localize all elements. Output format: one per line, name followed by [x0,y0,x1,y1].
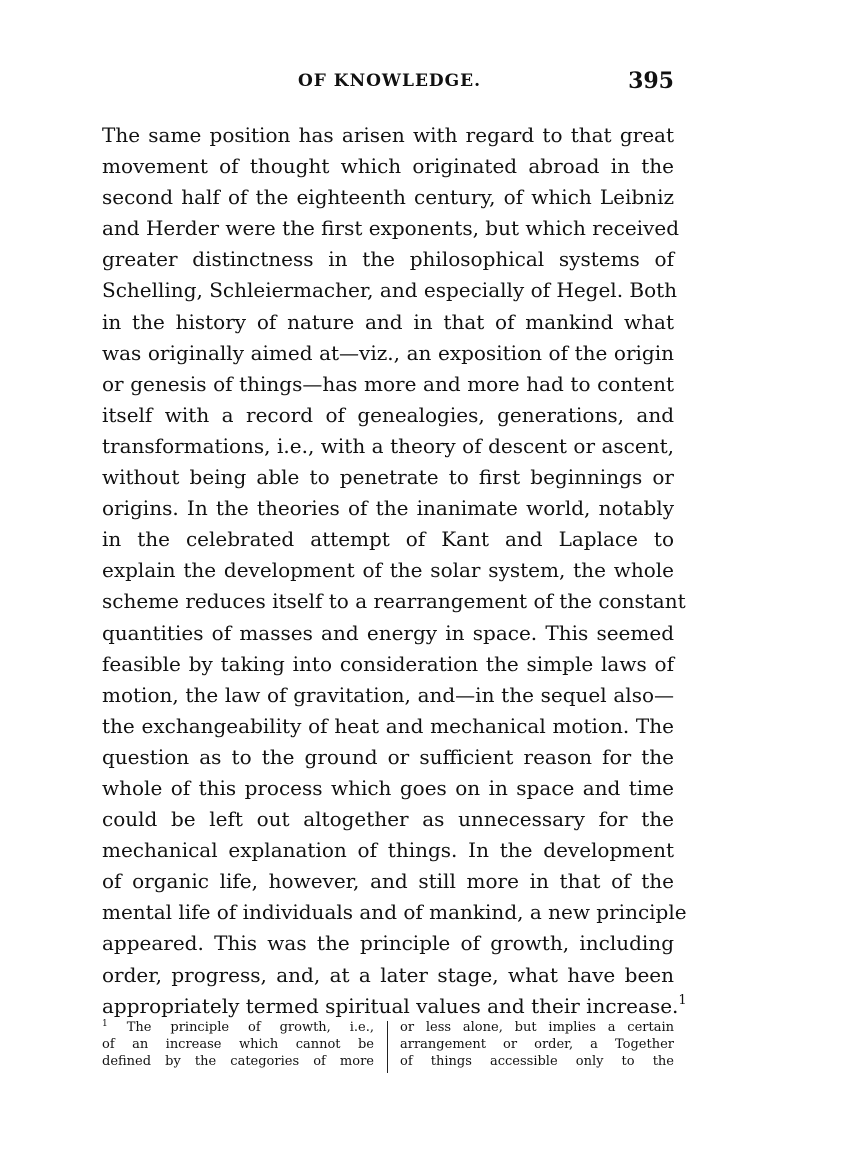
text-line: scheme reduces itself to a rearrangement of the constant [102,589,686,614]
text-line: movement of thought which originated abroad in the [102,154,674,179]
text-line: order, progress, and, at a later stage, what have been [102,962,674,987]
text-line: explain the development of the solar system, the whole [102,558,674,583]
text-line: quantities of masses and energy in space. This seemed [102,620,674,645]
footnote-line: or less alone, but implies a certain [400,1020,674,1035]
page-header [102,66,674,102]
footnote-line [102,1019,374,1036]
text-line: in the history of nature and in that of mankind what [102,309,674,334]
text-line: motion, the law of gravitation, and—in the sequel also— [102,682,674,707]
text-line: mental life of individuals and of mankind, a new principle [102,900,687,925]
footnote-line: of an increase which cannot be [102,1037,374,1052]
footnote-marker: 1 [102,1019,108,1029]
footnote-column-left [102,1019,374,1070]
footnote-line: arrangement or order, a Together [400,1037,674,1052]
text-line: itself with a record of genealogies, generations, and [102,402,674,427]
text-line: whole of this process which goes on in space and time [102,775,674,800]
text-line: in the celebrated attempt of Kant and Laplace to [102,527,674,552]
text-line: without being able to penetrate to first beginnings or [102,465,674,490]
footnote-reference: 1 [678,992,687,1008]
text-line: mechanical explanation of things. In the development [102,838,674,863]
text-line: question as to the ground or sufficient reason for the [102,744,674,769]
text-line: feasible by taking into consideration the simple laws of [102,651,674,676]
text-line: was originally aimed at—viz., an exposition of the origin [102,340,674,365]
text-line: appeared. This was the principle of growth, including [102,931,674,956]
footnote-column-right [400,1019,674,1070]
text-line: origins. In the theories of the inanimate world, notably [102,496,674,521]
text-line-last [102,991,687,1022]
footnote [102,1019,674,1075]
body-paragraph [102,120,687,1022]
running-head: OF KNOWLEDGE. [298,71,482,91]
text-line: The same position has arisen with regard to that great [102,123,674,147]
text-line: and Herder were the first exponents, but which received [102,216,679,241]
text-line: greater distinctness in the philosophical systems of [102,247,674,272]
text-line: the exchangeability of heat and mechanical motion. The [102,713,674,738]
footnote-line: defined by the categories of more [102,1054,374,1069]
text-line: of organic life, however, and still more in that of the [102,869,674,894]
footnote-line: of things accessible only to the [400,1054,674,1069]
text-line: could be left out altogether as unnecessary for the [102,807,674,832]
text-line-content: appropriately termed spiritual values and their increase. [102,993,679,1018]
page-number: 395 [628,68,674,94]
text-line: second half of the eighteenth century, of which Leibniz [102,185,674,210]
footnote-line-text: The principle of growth, i.e., [126,1020,374,1035]
text-line: or genesis of things—has more and more had to content [102,371,674,396]
text-line: transformations, i.e., with a theory of descent or ascent, [102,433,674,458]
footnote-column-divider [387,1021,388,1073]
text-line: Schelling, Schleiermacher, and especially of Hegel. Both [102,278,678,303]
